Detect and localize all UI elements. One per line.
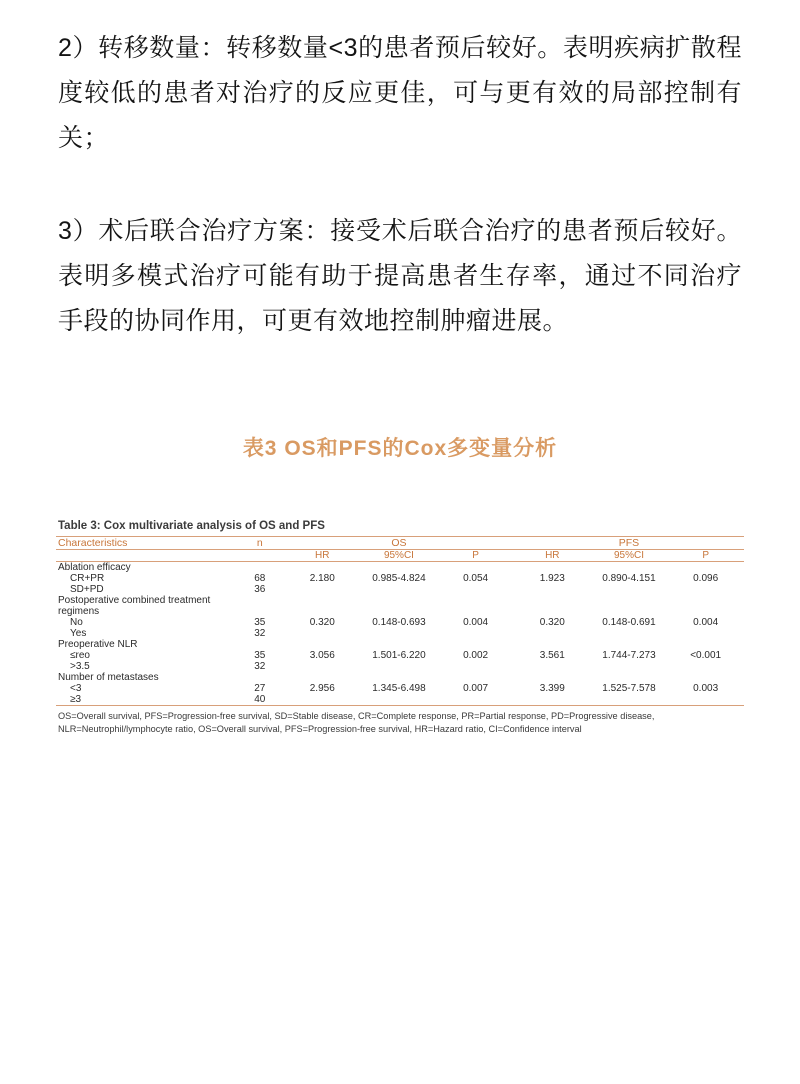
row-os-hr: 2.956 (309, 683, 335, 694)
row-pfs-hr (514, 562, 591, 573)
row-pfs-ci (591, 595, 668, 617)
table-row (56, 617, 744, 628)
row-n: 35 (254, 650, 266, 661)
table-figure (38, 518, 762, 735)
row-os-p (437, 672, 514, 683)
row-os-hr (284, 639, 361, 650)
header-os: OS (391, 537, 407, 549)
row-pfs-hr (514, 584, 591, 595)
row-pfs-hr (514, 595, 591, 617)
row-os-p: 0.054 (463, 573, 489, 584)
subheader-os-p: P (472, 550, 479, 561)
table-row (56, 562, 744, 573)
table-subheader-row (56, 550, 744, 562)
row-pfs-p (667, 628, 744, 639)
row-pfs-hr: 1.923 (539, 573, 565, 584)
row-pfs-p (667, 694, 744, 706)
table-row (56, 650, 744, 661)
footnote-line-1: OS=Overall survival, PFS=Progression-free survival, SD=Stable disease, CR=Complete response, PR=Partial response, PD=Progressive disease, (58, 711, 655, 721)
row-pfs-p: 0.096 (693, 573, 719, 584)
row-pfs-ci (591, 628, 668, 639)
subheader-os-hr: HR (315, 550, 330, 561)
row-label: ≥3 (70, 694, 82, 705)
row-label: >3.5 (70, 661, 90, 672)
paragraph-3: 3）术后联合治疗方案：接受术后联合治疗的患者预后较好。表明多模式治疗可能有助于提高患者生存率，通过不同治疗手段的协同作用，可更有效地控制肿瘤进展。 (58, 217, 742, 335)
row-n (236, 595, 284, 617)
row-os-ci (361, 639, 438, 650)
row-pfs-ci: 0.890-4.151 (602, 573, 656, 584)
row-n (236, 562, 284, 573)
row-os-ci: 0.985-4.824 (372, 573, 426, 584)
row-pfs-ci: 1.525-7.578 (602, 683, 656, 694)
row-pfs-ci (591, 694, 668, 706)
row-pfs-ci (591, 661, 668, 672)
row-os-ci: 1.345-6.498 (372, 683, 426, 694)
row-n: 35 (254, 617, 266, 628)
row-os-ci (361, 562, 438, 573)
row-os-p: 0.002 (463, 650, 489, 661)
row-label: Number of metastases (58, 672, 159, 683)
row-os-hr (284, 694, 361, 706)
row-os-p (437, 661, 514, 672)
row-label: ≤reo (70, 650, 90, 661)
cox-multivariate-table (56, 536, 744, 706)
subheader-os-ci: 95%CI (383, 550, 414, 561)
row-label: Yes (70, 628, 87, 639)
row-n: 40 (254, 694, 266, 705)
row-pfs-p (667, 584, 744, 595)
row-os-ci (361, 672, 438, 683)
row-os-hr (284, 584, 361, 595)
table-caption: 表3 OS和PFS的Cox多变量分析 (242, 437, 558, 460)
row-os-hr (284, 595, 361, 617)
row-label: SD+PD (70, 584, 104, 595)
row-os-p (437, 628, 514, 639)
row-pfs-ci (591, 672, 668, 683)
footnote-line-2: NLR=Neutrophil/lymphocyte ratio, OS=Overall survival, PFS=Progression-free survival, HR=Hazard ratio, CI=Confidence interval (58, 723, 582, 734)
row-n (236, 639, 284, 650)
row-os-hr: 2.180 (309, 573, 335, 584)
row-pfs-hr: 3.561 (539, 650, 565, 661)
subheader-pfs-p: P (702, 550, 709, 561)
row-os-hr (284, 562, 361, 573)
table-row (56, 661, 744, 672)
subheader-blank-characteristics (56, 550, 236, 562)
row-os-ci (361, 628, 438, 639)
row-n: 36 (254, 584, 266, 595)
row-os-ci: 1.501-6.220 (372, 650, 426, 661)
row-n: 68 (254, 573, 266, 584)
row-os-ci (361, 595, 438, 617)
row-pfs-p (667, 595, 744, 617)
row-os-p: 0.004 (463, 617, 489, 628)
table-row (56, 584, 744, 595)
row-pfs-hr: 3.399 (539, 683, 565, 694)
row-pfs-p: <0.001 (690, 650, 722, 661)
row-n: 27 (254, 683, 266, 694)
row-pfs-p (667, 661, 744, 672)
row-os-ci (361, 694, 438, 706)
table-header-group-row (56, 537, 744, 550)
figure-footnote (56, 706, 744, 735)
table-row (56, 639, 744, 650)
table-row (56, 683, 744, 694)
row-label: Ablation efficacy (58, 562, 131, 573)
row-pfs-ci (591, 584, 668, 595)
row-pfs-hr: 0.320 (539, 617, 565, 628)
row-os-p (437, 694, 514, 706)
header-characteristics: Characteristics (58, 537, 128, 549)
row-pfs-p: 0.003 (693, 683, 719, 694)
row-os-ci: 0.148-0.693 (372, 617, 426, 628)
row-pfs-p (667, 639, 744, 650)
row-pfs-hr (514, 628, 591, 639)
table-row (56, 628, 744, 639)
header-pfs: PFS (618, 537, 640, 549)
row-pfs-ci (591, 639, 668, 650)
row-pfs-p (667, 562, 744, 573)
row-pfs-hr (514, 672, 591, 683)
paragraph-2: 2）转移数量：转移数量<3的患者预后较好。表明疾病扩散程度较低的患者对治疗的反应更佳，可与更有效的局部控制有关； (58, 34, 742, 152)
subheader-pfs-hr: HR (545, 550, 560, 561)
row-label: CR+PR (70, 573, 105, 584)
row-os-hr: 0.320 (309, 617, 335, 628)
row-os-p (437, 562, 514, 573)
row-pfs-ci (591, 562, 668, 573)
subheader-blank-n (236, 550, 284, 562)
row-label: Postoperative combined treatment regimens (58, 595, 211, 617)
figure-title: Table 3: Cox multivariate analysis of OS and PFS (58, 520, 325, 532)
subheader-pfs-ci: 95%CI (613, 550, 644, 561)
row-label: <3 (70, 683, 82, 694)
row-pfs-p: 0.004 (693, 617, 719, 628)
row-os-p (437, 639, 514, 650)
table-row (56, 595, 744, 617)
row-pfs-hr (514, 661, 591, 672)
row-n: 32 (254, 661, 266, 672)
row-pfs-ci: 0.148-0.691 (602, 617, 656, 628)
row-os-p: 0.007 (463, 683, 489, 694)
row-pfs-hr (514, 639, 591, 650)
row-os-hr: 3.056 (309, 650, 335, 661)
row-os-p (437, 584, 514, 595)
row-pfs-ci: 1.744-7.273 (602, 650, 656, 661)
row-os-ci (361, 661, 438, 672)
row-pfs-hr (514, 694, 591, 706)
row-n (236, 672, 284, 683)
row-pfs-p (667, 672, 744, 683)
row-os-hr (284, 672, 361, 683)
row-os-hr (284, 661, 361, 672)
table-row (56, 672, 744, 683)
header-n: n (256, 537, 263, 549)
table-row (56, 694, 744, 706)
row-n: 32 (254, 628, 266, 639)
row-label: No (70, 617, 83, 628)
row-label: Preoperative NLR (58, 639, 138, 650)
row-os-ci (361, 584, 438, 595)
table-row (56, 573, 744, 584)
row-os-hr (284, 628, 361, 639)
row-os-p (437, 595, 514, 617)
